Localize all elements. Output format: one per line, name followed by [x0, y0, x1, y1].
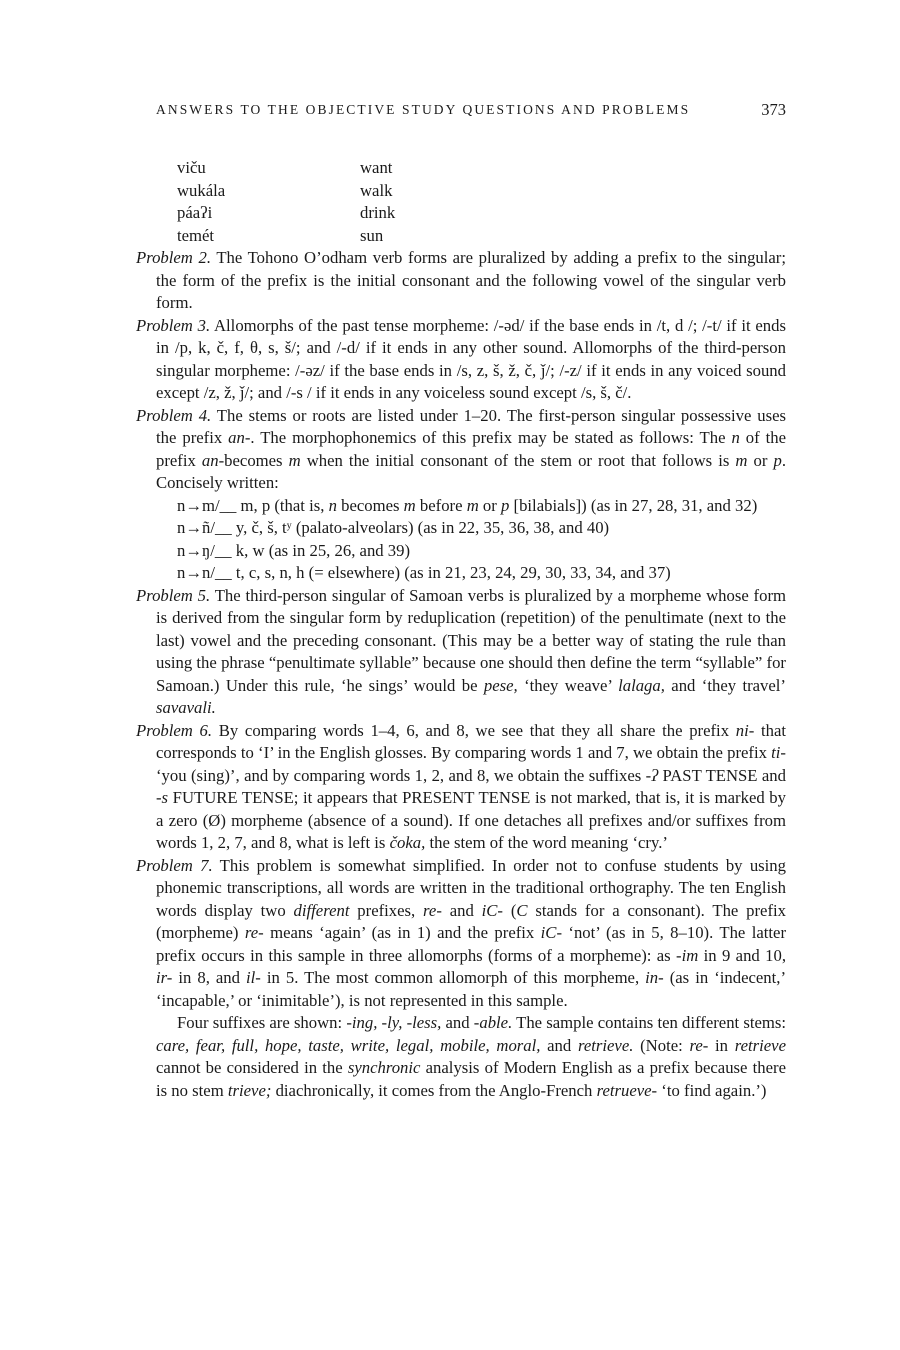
problem-text: The third-person singular of Samoan verbs is pluralized by a morpheme whose form is derived from the singular form by reduplication (repetition) of the penultimate (next to the last) vowel and the preceding consonant. (This may be a better way of stating the rule than using the phrase “penultimate syllable” because one should then define the term “syllable” for Samoan.) Under this rule, ‘he sings’ would be: [156, 585, 786, 695]
word-list-row: [136, 225, 786, 248]
problem-6: [136, 720, 786, 855]
problem-text: in 9 and 10,: [698, 945, 786, 965]
problem-text: ‘to find again.’): [657, 1080, 767, 1100]
italic-term: p: [501, 495, 510, 515]
italic-term: retrueve-: [596, 1080, 658, 1100]
problem-text: The Tohono O’odham verb forms are pluralized by adding a prefix to the singular; the form of the prefix is the initial consonant and the following vowel of the singular verb form.: [156, 248, 786, 312]
problem-text: and: [540, 1035, 578, 1055]
italic-term: C: [516, 900, 528, 920]
problem-label: Problem 2.: [136, 248, 212, 267]
italic-term: m: [403, 495, 416, 515]
word-list-row: [136, 157, 786, 180]
rule-elsewhere: n→n/__ t, c, s, n, h (= elsewhere) (as in 21, 23, 24, 29, 30, 33, 34, and 37): [177, 563, 671, 582]
italic-term: m: [466, 495, 479, 515]
word-form: temét: [177, 225, 215, 245]
problem-text: (as in ‘indecent,’ ‘incapable,’ or ‘inimitable’), is not represented in this sample.: [156, 968, 786, 1010]
problem-7: [136, 855, 786, 1013]
italic-term: -ʔ: [645, 765, 659, 785]
rule-bilabial: [136, 495, 786, 518]
italic-term: čoka,: [389, 833, 426, 852]
italic-term: m: [288, 450, 301, 470]
problem-2: [136, 247, 786, 315]
problem-text: ‘they weave’: [517, 675, 619, 695]
word-gloss: walk: [360, 180, 393, 200]
problem-text: and ‘they travel’: [664, 675, 786, 695]
italic-term: trieve;: [227, 1080, 272, 1100]
italic-term: -s: [156, 788, 169, 807]
problem-text: (Note:: [633, 1035, 690, 1055]
problem-text: The stems or roots are listed under 1–20. The first-person singular possessive uses the prefix: [156, 405, 786, 447]
italic-term: different: [293, 900, 350, 920]
rule-text: [bilabials]) (as in 27, 28, 31, and 32): [509, 495, 758, 515]
problem-text: This problem is somewhat simplified. In order not to confuse students by using phonemic transcriptions, all words are written in the traditional orthography. The ten English words display two: [156, 855, 786, 920]
problem-text: that corresponds to ‘I’ in the English glosses. By comparing words 1 and 7, we obtain the prefix: [156, 720, 786, 762]
problem-text: . The morphophonemics of this prefix may be stated as follows: The: [250, 428, 732, 447]
problem-text: means ‘again’ (as in 1) and the prefix: [263, 923, 541, 942]
problem-text: (: [502, 900, 517, 920]
italic-term: -able.: [473, 1013, 513, 1032]
problem-text: Four suffixes are shown:: [177, 1013, 347, 1032]
word-list-row: [136, 202, 786, 225]
rule-velar: n→ŋ/__ k, w (as in 25, 26, and 39): [177, 540, 411, 560]
page-header: [156, 100, 786, 124]
problem-text: FUTURE TENSE; it appears that PRESENT TENSE is not marked, that is, it is marked by a zero (Ø) morpheme (absence of a sound). If one detaches all prefixes and/or suffixes from words 1, 2, 7, and 8, what is left is: [156, 788, 786, 852]
italic-term: re-: [244, 923, 264, 942]
problem-text: analysis of Modern English as a prefix because there is no stem: [156, 1058, 786, 1100]
problem-label: Problem 5.: [136, 585, 211, 605]
problem-text: in 8, and: [172, 968, 247, 987]
italic-term: an-: [228, 428, 251, 447]
italic-term: iC-: [540, 923, 562, 942]
italic-term: m: [735, 450, 748, 470]
problem-text: diachronically, it comes from the Anglo-French: [271, 1080, 597, 1100]
problem-label: Problem 4.: [136, 405, 212, 425]
italic-term: n: [731, 428, 740, 447]
problem-label: Problem 6.: [136, 720, 213, 740]
problem-label: Problem 3.: [136, 315, 211, 335]
problem-text: stands for a consonant). The prefix (morpheme): [156, 900, 786, 942]
rule-text: before: [415, 495, 467, 515]
problem-text: and: [441, 900, 482, 920]
problem-text: PAST TENSE and: [658, 765, 786, 785]
problem-text: Allomorphs of the past tense morpheme: /-əd/ if the base ends in /t, d /; /-t/ if it ends in /p, k, č, f, θ, s, š/; and /-d/ if it ends in any other sound. Allomorphs of the third-person singular morpheme: /-əz/ if the base ends in /s, z, š, ž, č, ǰ/; /-z/ if it ends in any voiced sound except /z, ž, ǰ/; and /-s / if it ends in any voiceless sound except /s, š, č/.: [156, 315, 786, 402]
problem-text: By comparing words 1–4, 6, and 8, we see that they all share the prefix: [212, 720, 736, 740]
italic-term: -im: [676, 945, 699, 965]
italic-term: re-: [423, 900, 442, 920]
problem-5: [136, 585, 786, 720]
problem-text: or: [747, 450, 774, 470]
italic-term: p: [773, 450, 782, 470]
problem-text: The sample contains ten different stems:: [512, 1013, 786, 1032]
word-gloss: want: [360, 158, 393, 177]
problem-text: and: [441, 1013, 474, 1032]
italic-term: il-: [246, 968, 261, 987]
problem-text: of the prefix: [156, 428, 787, 470]
italic-term: n: [328, 495, 337, 515]
page-number: 373: [761, 100, 786, 119]
problem-text: the stem of the word meaning ‘cry.’: [425, 833, 668, 852]
word-form: wukála: [177, 180, 226, 200]
italic-term: ti-: [771, 743, 786, 762]
italic-term: in-: [645, 968, 664, 987]
word-gloss: drink: [360, 203, 396, 222]
morphophonemic-rules: [136, 495, 786, 585]
problem-text: prefixes,: [349, 900, 424, 920]
page-content: [136, 157, 786, 1102]
problem-text: becomes: [224, 450, 289, 470]
italic-term: care, fear, full, hope, taste, write, legal, mobile, moral,: [156, 1035, 541, 1055]
word-list-row: [136, 180, 786, 203]
problem-text: ‘not’ (as in 5, 8–10). The latter prefix occurs in this sample in three allomorphs (forms of a morpheme): as: [156, 923, 786, 965]
italic-term: ni-: [735, 720, 755, 740]
problem-label: Problem 7.: [136, 855, 213, 875]
word-gloss: sun: [360, 225, 384, 245]
italic-term: savavali.: [156, 698, 216, 717]
rule-text: n→m/__ m, p (that is,: [177, 495, 329, 515]
word-form: páaʔi: [177, 203, 213, 222]
rule-text: or: [478, 495, 501, 515]
italic-term: re-: [689, 1035, 709, 1055]
word-list: [136, 157, 786, 247]
problem-text: when the initial consonant of the stem or root that follows is: [300, 450, 736, 470]
running-head: ANSWERS TO THE OBJECTIVE STUDY QUESTIONS AND PROBLEMS: [156, 102, 691, 117]
problem-text: . Concisely written:: [156, 450, 786, 492]
italic-term: retrieve: [734, 1035, 786, 1055]
word-form: viču: [177, 158, 206, 177]
problem-4: [136, 405, 786, 495]
problem-7-continuation: [136, 1012, 786, 1102]
italic-term: an-: [201, 450, 225, 470]
italic-term: ir-: [156, 968, 173, 987]
problem-text: in: [708, 1035, 735, 1055]
problem-3: [136, 315, 786, 405]
problem-text: in 5. The most common allomorph of this morpheme,: [260, 968, 646, 987]
italic-term: lalaga,: [618, 675, 665, 695]
italic-term: -ing, -ly, -less,: [346, 1013, 442, 1032]
italic-term: iC-: [481, 900, 503, 920]
problem-text: cannot be considered in the: [156, 1058, 348, 1077]
italic-term: synchronic: [347, 1058, 421, 1077]
italic-term: retrieve.: [577, 1035, 634, 1055]
italic-term: pese,: [483, 675, 518, 695]
problem-text: ‘you (sing)’, and by comparing words 1, 2, and 8, we obtain the suffixes: [156, 765, 646, 785]
rule-palato-alveolar: n→ñ/__ y, č, š, tʸ (palato-alveolars) (as in 22, 35, 36, 38, and 40): [177, 518, 610, 537]
rule-text: becomes: [336, 495, 404, 515]
